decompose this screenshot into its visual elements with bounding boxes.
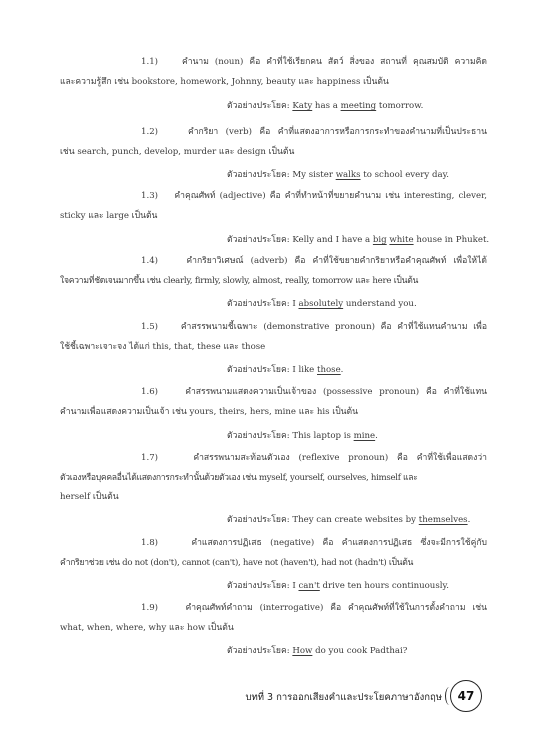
example-label: ตัวอย่างประโยค: (227, 101, 293, 111)
item-1-1-line1 (141, 56, 487, 68)
item-1-8-example (227, 580, 449, 592)
item-text: คำกริยา (verb) คือ คำที่แสดงอาการหรือการกระทำของคำนามที่เป็นประธาน (187, 127, 487, 137)
item-1-9-example (227, 645, 407, 657)
example-text: My sister (292, 170, 336, 180)
item-text: คำนาม (noun) คือ คำที่ใช้เรียกคน สัตว์ สิ่งของ สถานที่ คุณสมบัติ ความคิด (181, 57, 487, 67)
item-1-9-line1 (141, 602, 487, 614)
example-underlined: Katy (292, 101, 313, 111)
item-1-3-line2: sticky และ large เป็นต้น (60, 211, 158, 221)
example-text: has a (312, 101, 341, 111)
example-text: understand you. (343, 299, 417, 309)
example-text: drive ten hours continuously. (319, 581, 449, 591)
item-1-6-line2: คำนามเพื่อแสดงความเป็นเจ้า เช่น yours, theirs, hers, mine และ his เป็นต้น (60, 407, 359, 417)
example-text: house in Phuket. (413, 235, 490, 245)
item-1-6-example (227, 430, 378, 442)
page-number-badge (450, 680, 482, 712)
item-1-5-example (227, 364, 343, 376)
item-number: 1.6) (141, 387, 159, 397)
item-1-9-line2: what, when, where, why และ how เป็นต้น (60, 623, 234, 633)
example-text: . (340, 365, 344, 375)
item-1-1-example (227, 100, 423, 112)
example-label: ตัวอย่างประโยค: (227, 299, 293, 309)
item-text: คำสรรพนามแสดงความเป็นเจ้าของ (possessive pronoun) คือ คำที่ใช้แทน (185, 387, 487, 397)
item-number: 1.8) (141, 538, 159, 548)
item-1-3-line1 (141, 190, 487, 202)
item-text: คำแสดงการปฏิเสธ (negative) คือ คำแสดงการปฏิเสธ ซึ่งจะมีการใช้คู่กับ (191, 538, 487, 548)
example-label: ตัวอย่างประโยค: (227, 515, 293, 525)
example-text: This laptop is (292, 431, 354, 441)
item-number: 1.1) (141, 57, 159, 67)
example-underlined: white (389, 235, 414, 245)
item-1-5-line1 (141, 321, 487, 333)
example-text: They can create websites by (292, 515, 419, 525)
item-1-7-line2: ตัวเองหรือบุคคลอื่นได้แสดงการกระทำนั้นด้วยตัวเอง เช่น myself, yourself, ourselves, himself และ (60, 473, 418, 483)
example-text: I like (292, 365, 317, 375)
item-number: 1.7) (141, 453, 159, 463)
item-1-2-line1 (141, 126, 487, 138)
item-1-7-example (227, 514, 470, 526)
example-text: . (375, 431, 378, 441)
item-1-7-line1 (141, 452, 487, 464)
example-underlined: mine (353, 431, 376, 441)
example-underlined: those (317, 365, 341, 375)
example-label: ตัวอย่างประโยค: (227, 431, 293, 441)
example-text: Kelly and I have a (292, 235, 373, 245)
item-text: คำสรรพนามสะท้อนตัวเอง (reflexive pronoun) คือ คำที่ใช้เพื่อแสดงว่า (193, 453, 487, 463)
item-1-4-line2: ใจความที่ชัดเจนมากขึ้น เช่น clearly, firmly, slowly, almost, really, tomorrow และ here เป็นต้น (60, 276, 419, 286)
example-underlined: absolutely (298, 299, 344, 309)
item-1-5-line2: ใช้ชี้เฉพาะเจาะจง ได้แก่ this, that, these และ those (60, 342, 266, 352)
item-1-2-example (227, 169, 449, 181)
item-1-8-line1 (141, 537, 487, 549)
item-1-7-line3: herself เป็นต้น (60, 492, 119, 502)
page-footer (245, 680, 482, 712)
item-1-4-example (227, 298, 417, 310)
example-text: . (467, 515, 471, 525)
example-label: ตัวอย่างประโยค: (227, 365, 293, 375)
item-text: คำสรรพนามชี้เฉพาะ (demonstrative pronoun) คือ คำที่ใช้แทนคำนาม เพื่อ (180, 322, 487, 332)
example-text: I (292, 299, 299, 309)
item-1-3-example (227, 234, 489, 246)
item-text: คำกริยาวิเศษณ์ (adverb) คือ คำที่ใช้ขยายคำกริยาหรือคำคุณศัพท์ เพื่อให้ได้ (186, 256, 487, 266)
page-number: 47 (457, 689, 475, 703)
item-1-1-line2: และความรู้สึก เช่น bookstore, homework, Johnny, beauty และ happiness เป็นต้น (60, 77, 389, 87)
example-underlined: How (292, 646, 313, 656)
example-text: do you cook Padthai? (312, 646, 408, 656)
chapter-title: บทที่ 3 การออกเสียงคำและประโยคภาษาอังกฤษ (245, 692, 442, 703)
example-underlined: meeting (340, 101, 377, 111)
example-text: I (292, 581, 299, 591)
item-1-2-line2: เช่น search, punch, develop, murder และ design เป็นต้น (60, 147, 295, 157)
example-label: ตัวอย่างประโยค: (227, 581, 293, 591)
item-number: 1.3) (141, 191, 159, 201)
example-label: ตัวอย่างประโยค: (227, 235, 293, 245)
example-text: tomorrow. (376, 101, 424, 111)
item-text: คำคุณศัพท์คำถาม (interrogative) คือ คำคุณศัพท์ที่ใช้ในการตั้งคำถาม เช่น (185, 603, 487, 613)
example-underlined: themselves (418, 515, 468, 525)
item-number: 1.9) (141, 603, 159, 613)
item-1-6-line1 (141, 386, 487, 398)
example-text: to school every day. (360, 170, 450, 180)
example-underlined: can't (298, 581, 320, 591)
item-number: 1.5) (141, 322, 159, 332)
item-text: คำคุณศัพท์ (adjective) คือ คำที่ทำหน้าที่ขยายคำนาม เช่น interesting, clever, (174, 191, 487, 201)
example-label: ตัวอย่างประโยค: (227, 170, 293, 180)
example-label: ตัวอย่างประโยค: (227, 646, 293, 656)
example-underlined: big (372, 235, 387, 245)
item-number: 1.2) (141, 127, 159, 137)
item-1-8-line2: คำกริยาช่วย เช่น do not (don't), cannot (can't), have not (haven't), had not (hadn't) เป็นต้น (60, 558, 414, 568)
item-1-4-line1 (141, 255, 487, 267)
example-underlined: walks (335, 170, 361, 180)
item-number: 1.4) (141, 256, 159, 266)
